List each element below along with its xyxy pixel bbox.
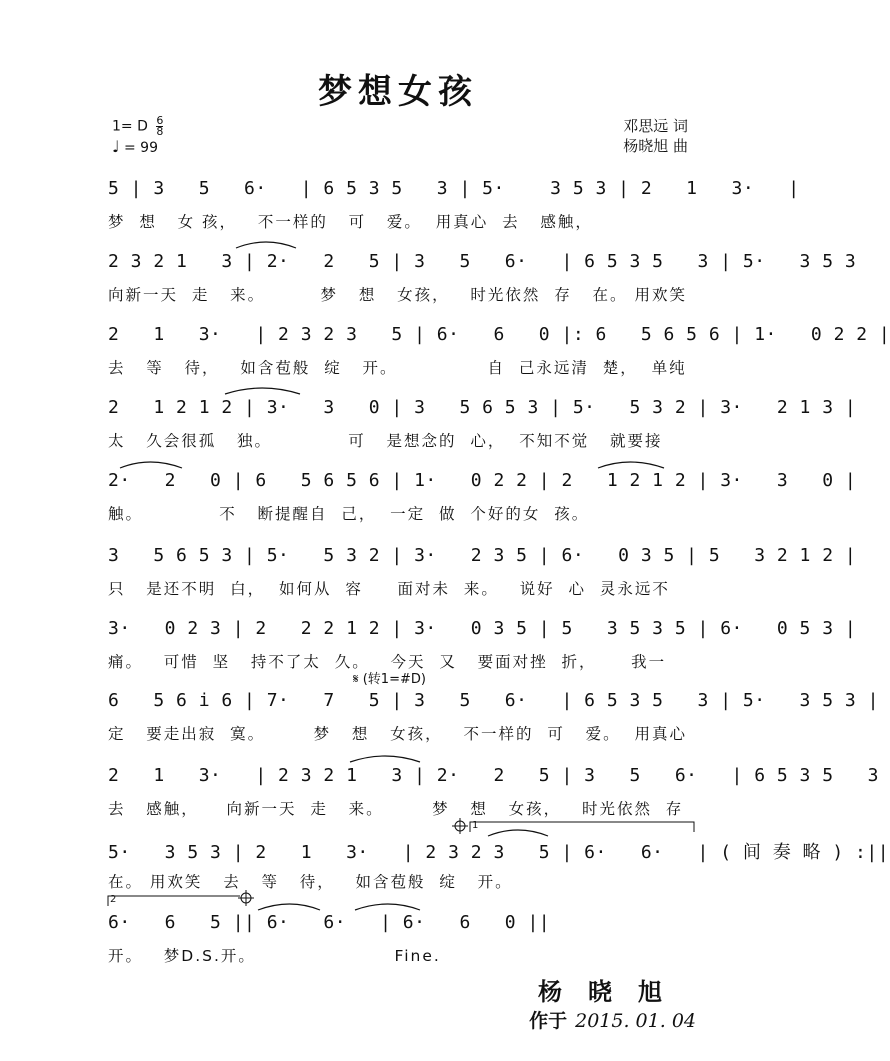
notation-line: 2 1 3· | 2 3 2 3 5 | 6· 6 0 |: 6 5 6 5 6 | 1· 0 2 2 | <box>108 324 890 345</box>
tie-mark <box>258 904 320 910</box>
signature-date-label: 作于 <box>529 1010 568 1032</box>
tie-mark <box>598 462 664 468</box>
key-line <box>112 116 163 137</box>
notation-line: 3· 0 2 3 | 2 2 2 1 2 | 3· 0 3 5 | 5 3 5 3 5 | 6· 0 5 3 | <box>108 618 857 639</box>
lyrics-line: 触。 不 断提醒自 己， 一定 做 个好的女 孩。 <box>108 505 590 523</box>
lyrics-line: 梦 想 女 孩， 不一样的 可 爱。 用真心 去 感触， <box>108 213 593 231</box>
notation-line: 2· 2 0 | 6 5 6 5 6 | 1· 0 2 2 | 2 1 2 1 2 | 3· 3 0 | <box>108 470 857 491</box>
composer-credit: 杨晓旭 曲 <box>623 137 688 155</box>
tie-mark <box>236 242 296 248</box>
signature-name: 杨晓旭 <box>538 978 688 1006</box>
time-numerator: 6 <box>156 114 164 127</box>
tie-mark <box>225 388 300 394</box>
lyrics-line: 向新一天 走 来。 梦 想 女孩， 时光依然 存 在。 用欢笑 <box>108 286 687 304</box>
song-title: 梦想女孩 <box>318 72 478 112</box>
notation-line: 6· 6 5 || 6· 6· | 6· 6 0 || <box>108 912 551 933</box>
notation-line: 2 3 2 1 3 | 2· 2 5 | 3 5 6· | 6 5 3 5 3 | 5· 3 5 3 <box>108 251 857 272</box>
notation-line: 2 1 2 1 2 | 3· 3 0 | 3 5 6 5 3 | 5· 5 3 2 | 3· 2 1 3 | <box>108 397 857 418</box>
key-tempo-block <box>112 116 163 158</box>
notation-line: 6 5 6 i 6 | 7· 7 5 | 3 5 6· | 6 5 3 5 3 | 5· 3 5 3 | <box>108 690 879 711</box>
notation-line: 3 5 6 5 3 | 5· 5 3 2 | 3· 2 3 5 | 6· 0 3 5 | 5 3 2 1 2 | <box>108 545 857 566</box>
volta-1-label: 1 <box>472 820 479 831</box>
lyricist-credit: 邓思远 词 <box>623 117 688 135</box>
lyrics-line: 痛。 可惜 坚 持不了太 久。 今天 又 要面对挫 折， 我一 <box>108 653 667 671</box>
tie-mark <box>488 830 548 836</box>
time-signature <box>156 116 163 137</box>
tempo-line <box>112 137 163 158</box>
tie-mark <box>120 462 182 468</box>
coda-icon <box>238 890 254 906</box>
tie-mark <box>350 756 420 762</box>
lyrics-line: 只 是还不明 白， 如何从 容 面对未 来。 说好 心 灵永远不 <box>108 580 670 598</box>
lyrics-line: 定 要走出寂 寞。 梦 想 女孩， 不一样的 可 爱。 用真心 <box>108 725 687 743</box>
segno-key-change-marker: 𝄋 (转1=#D) <box>353 672 426 687</box>
time-denominator: 8 <box>156 125 164 138</box>
signature-date: 2015. 01. 04 <box>575 1010 696 1032</box>
volta-1-bracket <box>470 822 694 832</box>
notation-line: 2 1 3· | 2 3 2 1 3 | 2· 2 5 | 3 5 6· | 6 5 3 5 3 <box>108 765 879 786</box>
lyrics-line: 开。 梦D.S.开。 Fine. <box>108 947 441 965</box>
signature-date-line <box>529 1006 696 1033</box>
volta-2-label: 2 <box>110 894 117 905</box>
notation-line: 5 | 3 5 6· | 6 5 3 5 3 | 5· 3 5 3 | 2 1 3· | <box>108 178 800 199</box>
lyrics-line: 太 久会很孤 独。 可 是想念的 心， 不知不觉 就要接 <box>108 432 663 450</box>
key-signature: 1= D <box>112 118 148 135</box>
quarter-note-icon: ♩ <box>112 137 120 156</box>
tie-mark <box>355 904 420 910</box>
lyrics-line: 在。 用欢笑 去 等 待， 如含苞般 绽 开。 <box>108 873 513 891</box>
volta-2-bracket <box>108 896 240 906</box>
coda-icon <box>452 818 468 834</box>
notation-line: 5· 3 5 3 | 2 1 3· | 2 3 2 3 5 | 6· 6· | ( 间 奏 略 ) :|| <box>108 842 890 863</box>
tempo-value: = 99 <box>124 140 158 156</box>
credits-block <box>623 116 688 156</box>
lyrics-line: 去 等 待， 如含苞般 绽 开。 自 己永远清 楚， 单纯 <box>108 359 687 377</box>
lyrics-line: 去 感触， 向新一天 走 来。 梦 想 女孩， 时光依然 存 <box>108 800 684 818</box>
